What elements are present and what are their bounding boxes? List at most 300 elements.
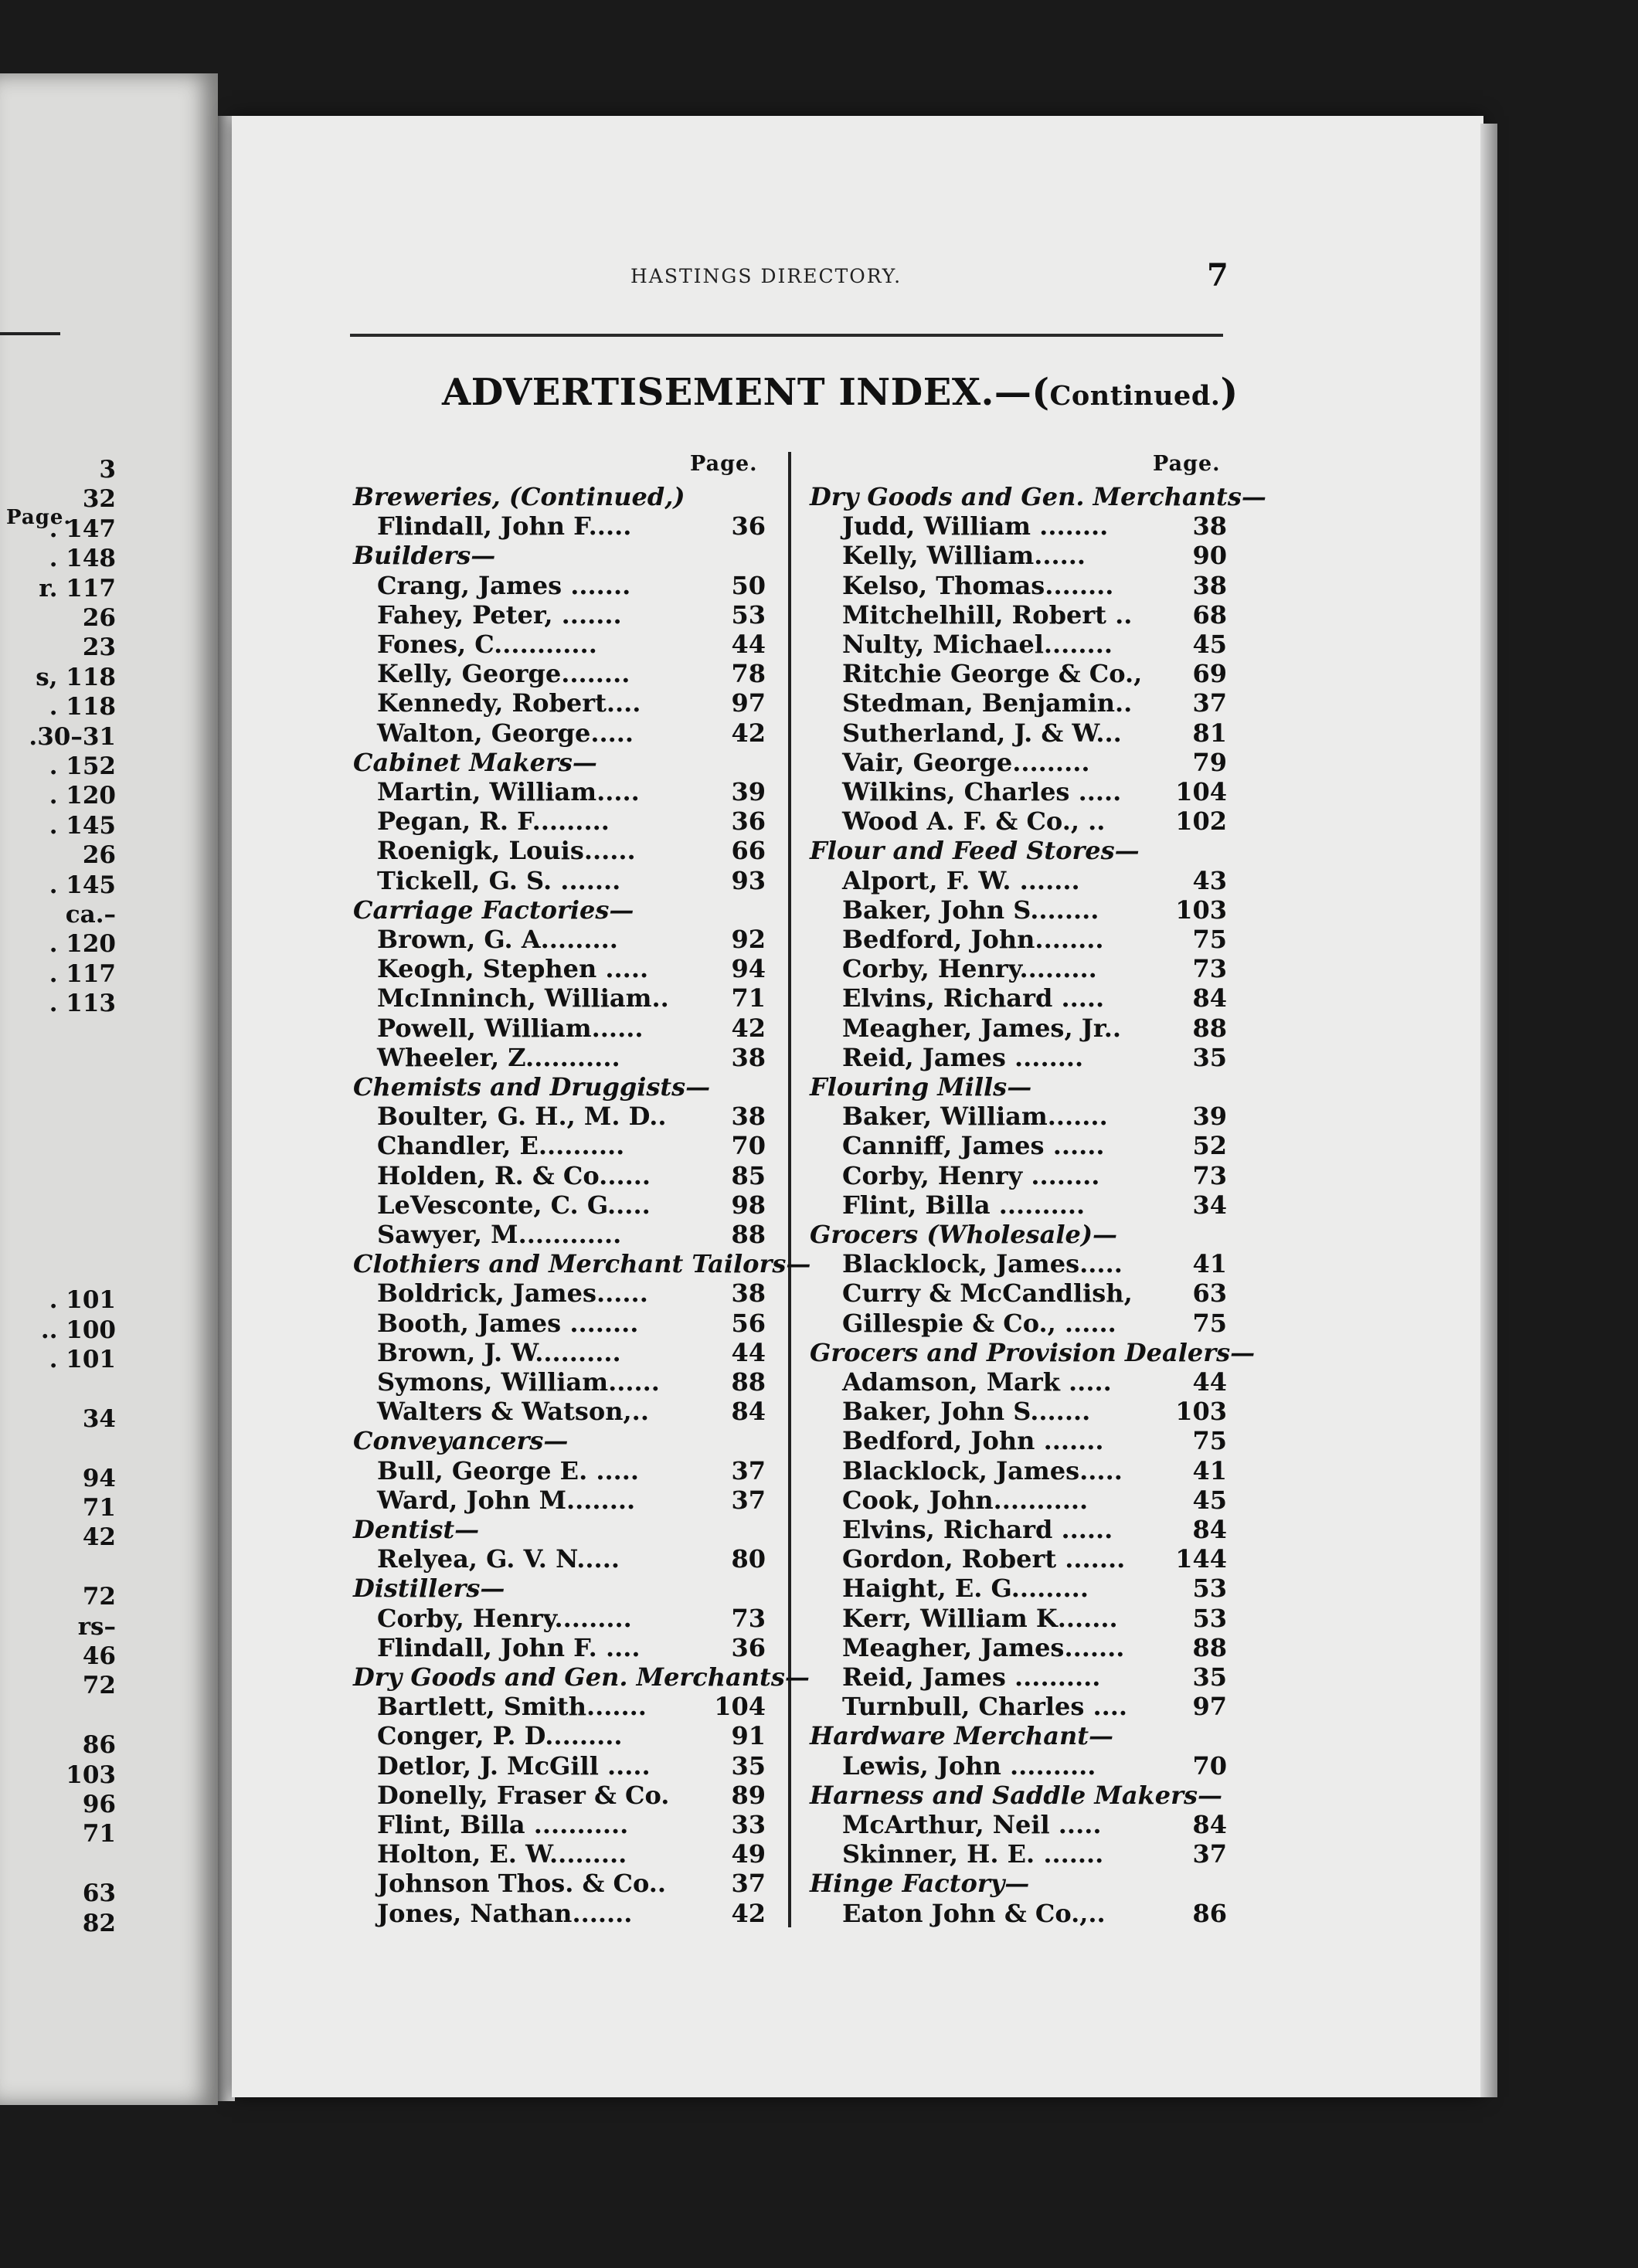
advertiser-name: Canniff, James ...... [842,1131,1105,1161]
page-ref: 73 [731,1603,766,1633]
advertiser-name: Chandler, E.......... [377,1131,625,1161]
page-ref: 42 [731,1898,766,1928]
page-ref: 85 [731,1160,766,1190]
right-entry [810,1337,1256,1367]
left-page-number: 63 [82,1879,116,1908]
page-ref: 90 [1192,541,1227,571]
left-entry [377,659,766,688]
right-entry [842,659,1227,688]
left-entry [377,1367,766,1397]
advertiser-name: McInninch, William.. [377,983,669,1013]
advertiser-name: Johnson Thos. & Co.. [377,1869,667,1899]
page-ref: 36 [731,1632,766,1662]
left-page-number: 71 [82,1820,116,1849]
advertiser-name: Elvins, Richard ...... [842,1515,1113,1544]
advertiser-name: Skinner, H. E. ....... [842,1839,1104,1869]
right-entry [842,1604,1227,1633]
advertiser-name: Fones, C............ [377,630,597,659]
left-page-number: 34 [82,1404,116,1433]
category-label: Distillers— [353,1574,505,1604]
advertiser-name: Eaton John & Co.,.. [842,1898,1106,1928]
left-entry [353,1574,766,1603]
right-entry [842,1839,1227,1869]
advertiser-name: Walton, George..... [377,718,634,748]
advertiser-name: Crang, James ....... [377,570,631,600]
right-entry [842,866,1227,895]
right-entry [842,777,1227,806]
page-ref: 36 [731,806,766,837]
advertiser-name: Judd, William ........ [842,511,1109,542]
left-page-number: . 148 [49,545,116,573]
left-page-number: 3 [99,456,116,484]
advertiser-name: Curry & McCandlish, [842,1278,1133,1309]
right-entry [842,1249,1227,1278]
page-ref: 93 [731,865,766,895]
advertiser-name: Holden, R. & Co...... [377,1160,651,1190]
right-entry [842,1161,1227,1190]
advertiser-name: Boulter, G. H., M. D.. [377,1102,667,1132]
page-ref: 70 [731,1131,766,1161]
page-ref: 97 [731,688,766,718]
advertiser-name: Tickell, G. S. ....... [377,865,621,895]
right-entry [810,1869,1227,1898]
right-entry [842,1692,1227,1721]
left-entry [377,1692,766,1721]
left-entry [377,1751,766,1781]
page-ref: 38 [1192,511,1227,542]
left-page-number: . 113 [49,990,116,1018]
advertiser-name: Meagher, James....... [842,1632,1125,1662]
right-entry [842,1309,1227,1338]
left-entry [377,630,766,659]
page-ref: 38 [1192,570,1227,600]
page-ref: 71 [731,983,766,1013]
category-label: Harness and Saddle Makers— [810,1780,1222,1810]
advertiser-name: Brown, J. W.......... [377,1337,621,1367]
right-entry [842,925,1227,954]
advertiser-name: Kerr, William K....... [842,1603,1118,1633]
left-entry [377,600,766,630]
advertiser-name: Wheeler, Z........... [377,1042,620,1072]
page-ref: 34 [1192,1190,1227,1220]
left-page-number: . 147 [49,514,116,543]
left-page-number: . 145 [49,811,116,840]
page-ref: 88 [1192,1013,1227,1043]
left-page-number: 94 [82,1464,116,1492]
left-page-number: . 145 [49,871,116,899]
advertiser-name: Gordon, Robert ....... [842,1544,1126,1574]
left-page-number: rs– [77,1612,116,1641]
right-entry [842,1426,1227,1455]
page-ref: 35 [1192,1042,1227,1072]
left-entry [377,1338,766,1367]
category-label: Clothiers and Merchant Tailors— [353,1249,811,1279]
page-ref: 91 [731,1721,766,1751]
advertiser-name: Fahey, Peter, ....... [377,599,622,630]
advertiser-name: Mitchelhill, Robert .. [842,599,1133,630]
category-label: Grocers (Wholesale)— [810,1220,1117,1249]
right-entry [810,1721,1227,1750]
left-page-number: . 101 [49,1286,116,1315]
page-ref: 56 [731,1308,766,1338]
advertiser-name: Baker, John S....... [842,1397,1091,1427]
category-label: Builders— [353,541,496,571]
left-page-number: .30–31 [29,722,116,751]
left-page-number: .. 100 [40,1316,116,1344]
left-entry [377,1899,766,1928]
left-page-number: 96 [82,1791,116,1818]
advertiser-name: Bedford, John ....... [842,1426,1104,1456]
page-ref: 37 [731,1455,766,1485]
left-entry [377,866,766,895]
category-label: Dry Goods and Gen. Merchants— [810,482,1266,511]
right-entry [842,630,1227,659]
left-page-number: 23 [82,633,116,662]
left-entry [377,1043,766,1072]
page-ref: 39 [731,777,766,806]
advertiser-name: Bull, George E. ..... [377,1455,640,1485]
page-ref: 33 [731,1810,766,1839]
page-ref: 70 [1192,1750,1227,1781]
right-entry [842,571,1227,600]
left-page-number: ca.– [65,901,116,929]
advertiser-name: Sutherland, J. & W... [842,718,1122,748]
category-label: Dentist— [353,1515,480,1544]
right-entry [842,600,1227,630]
page-ref: 53 [1192,1574,1227,1604]
left-entry [377,1781,766,1810]
advertiser-name: Boldrick, James...... [377,1278,648,1309]
advertiser-name: Baker, John S........ [842,895,1099,925]
title-close: ) [1220,371,1239,414]
right-entry [842,1043,1227,1072]
left-page-number: 42 [82,1523,116,1552]
left-entry [377,1485,766,1515]
right-entry [842,1397,1227,1426]
left-entry [377,1102,766,1131]
page-ref: 86 [1192,1898,1227,1928]
left-page-number: 72 [82,1583,116,1611]
page-ref: 37 [1192,1839,1227,1869]
right-entry [842,1899,1227,1928]
page-ref: 75 [1192,925,1227,954]
page-ref: 66 [731,836,766,866]
advertiser-name: Flint, Billa .......... [842,1190,1086,1220]
left-entry [353,895,766,925]
right-entry [810,1781,1227,1810]
page-ref: 78 [731,659,766,689]
advertiser-name: Bedford, John........ [842,925,1104,954]
advertiser-name: Kelly, William...... [842,541,1086,571]
advertiser-name: Reid, James ........ [842,1042,1084,1072]
left-page-number: 26 [82,841,116,870]
page-ref: 35 [1192,1662,1227,1692]
page-ref: 73 [1192,1160,1227,1190]
advertiser-name: McArthur, Neil ..... [842,1810,1102,1839]
page-ref: 37 [1192,688,1227,718]
right-entry [842,1190,1227,1220]
advertiser-name: Jones, Nathan....... [377,1898,633,1928]
page-ref: 42 [731,718,766,748]
advertiser-name: Elvins, Richard ..... [842,983,1105,1013]
left-entry [353,1662,810,1692]
page-ref: 45 [1192,630,1227,659]
page-ref: 92 [731,925,766,954]
page-ref: 104 [1175,777,1227,806]
advertiser-name: Walters & Watson,.. [377,1397,649,1427]
page-ref: 103 [1175,1397,1227,1427]
left-page-number: 26 [82,604,116,632]
page-ref: 44 [731,1337,766,1367]
right-entry [842,1485,1227,1515]
left-entry [377,1869,766,1898]
advertiser-name: Ward, John M........ [377,1485,636,1515]
page-ref: 84 [1192,983,1227,1013]
left-page-number: . 152 [49,752,116,780]
right-entry [842,895,1227,925]
left-page-number: r. 117 [39,574,116,603]
page-ref: 41 [1192,1455,1227,1485]
right-entry [810,1072,1227,1102]
left-page-number: 82 [82,1909,116,1937]
category-label: Dry Goods and Gen. Merchants— [353,1662,810,1692]
left-entry [377,1278,766,1308]
page-ref: 73 [1192,954,1227,984]
right-entry [842,983,1227,1013]
right-entry [810,1220,1227,1249]
page-ref: 44 [1192,1367,1227,1397]
advertiser-name: Bartlett, Smith....... [377,1692,647,1722]
advertiser-name: Wood A. F. & Co., .. [842,806,1106,837]
advertiser-name: Baker, William....... [842,1102,1108,1132]
advertiser-name: Wilkins, Charles ..... [842,777,1122,806]
left-entry [353,541,766,570]
advertiser-name: Cook, John........... [842,1485,1089,1515]
page-ref: 104 [714,1692,766,1722]
page-ref: 103 [1175,895,1227,925]
page-ref: 68 [1192,599,1227,630]
left-entry [353,1249,811,1279]
left-page-number: . 120 [49,782,116,810]
page-ref: 98 [731,1190,766,1220]
advertiser-name: Sawyer, M............ [377,1220,622,1249]
advertiser-name: Corby, Henry......... [842,954,1097,984]
left-entry [377,954,766,983]
category-label: Breweries, (Continued,) [353,482,685,511]
right-entry [842,1013,1227,1043]
page-ref: 45 [1192,1485,1227,1515]
left-entry [377,777,766,806]
page-ref: 84 [1192,1810,1227,1839]
left-page-number: . 101 [49,1346,116,1373]
right-entry [842,541,1227,570]
category-label: Carriage Factories— [353,895,634,925]
left-entry [353,1426,766,1455]
left-entry [377,1131,766,1160]
advertiser-name: Pegan, R. F......... [377,806,610,837]
page-ref: 102 [1175,806,1227,837]
left-entry [377,983,766,1013]
left-facing-page [0,73,218,2105]
page-ref: 97 [1192,1692,1227,1722]
advertiser-name: Turnbull, Charles .... [842,1692,1128,1722]
page-ref: 89 [731,1780,766,1810]
page-edge-shadow [1480,124,1497,2097]
advertiser-name: Kelso, Thomas........ [842,570,1114,600]
running-head: HASTINGS DIRECTORY. [630,265,902,287]
category-label: Hardware Merchant— [810,1721,1114,1751]
left-entry [377,1810,766,1839]
left-entry [377,925,766,954]
left-entry [353,1072,766,1102]
page-ref: 88 [1192,1632,1227,1662]
advertiser-name: Kennedy, Robert.... [377,688,641,718]
right-entry [842,748,1227,777]
advertiser-name: Gillespie & Co., ...... [842,1308,1116,1338]
advertiser-name: Flindall, John F..... [377,511,632,542]
page-ref: 44 [731,630,766,659]
advertiser-name: Powell, William...... [377,1013,644,1043]
column-divider [788,452,791,1927]
advertiser-name: Blacklock, James..... [842,1249,1123,1279]
left-entry [353,748,766,777]
left-page-number: 103 [66,1760,116,1789]
left-entry [377,806,766,836]
left-page-number: 32 [82,485,116,514]
left-entry [377,688,766,718]
advertiser-name: Martin, William..... [377,777,640,806]
advertiser-name: Meagher, James, Jr.. [842,1013,1122,1043]
page-ref: 63 [1192,1278,1227,1309]
page-ref: 80 [731,1544,766,1574]
page-ref: 37 [731,1869,766,1899]
advertiser-name: Nulty, Michael........ [842,630,1113,659]
advertiser-name: Relyea, G. V. N..... [377,1544,620,1574]
right-entry [842,1515,1227,1544]
advertiser-name: Conger, P. D......... [377,1721,623,1751]
page-ref: 41 [1192,1249,1227,1279]
left-page-number: s, 118 [36,663,116,691]
advertiser-name: Detlor, J. McGill ..... [377,1750,651,1781]
category-label: Chemists and Druggists— [353,1072,711,1102]
left-page-number: 86 [82,1731,116,1760]
advertiser-name: Corby, Henry......... [377,1603,632,1633]
left-entry [377,1013,766,1043]
left-entry [377,1633,766,1662]
page-ref: 53 [1192,1603,1227,1633]
page-ref: 144 [1175,1544,1227,1574]
left-page-rule [0,332,60,335]
right-entry [842,1456,1227,1485]
page-ref: 84 [731,1397,766,1427]
left-entry [377,718,766,748]
right-entry [842,1662,1227,1692]
page-ref: 37 [731,1485,766,1515]
left-entry [377,1544,766,1574]
advertiser-name: Corby, Henry ........ [842,1160,1100,1190]
page-ref: 50 [731,570,766,600]
right-entry [842,1367,1227,1397]
right-entry [842,1574,1227,1603]
header-rule [350,334,1223,337]
right-entry [842,954,1227,983]
left-page-number: 71 [82,1494,116,1522]
left-column-page-header: Page. [690,452,758,476]
advertiser-name: Flint, Billa ........... [377,1810,629,1839]
left-entry [353,482,766,511]
right-entry [842,1633,1227,1662]
left-entry [377,1604,766,1633]
advertiser-name: Holton, E. W......... [377,1839,627,1869]
advertiser-name: Symons, William...... [377,1367,660,1397]
right-entry [842,806,1227,836]
page-ref: 81 [1192,718,1227,748]
category-label: Conveyancers— [353,1426,569,1456]
page-ref: 53 [731,599,766,630]
right-entry [842,1751,1227,1781]
left-page-number: 46 [82,1642,116,1670]
page-ref: 75 [1192,1308,1227,1338]
left-page-number: 72 [82,1672,116,1700]
advertiser-name: Reid, James .......... [842,1662,1101,1692]
page-number: 7 [1207,257,1228,294]
right-entry [842,1278,1227,1308]
page-ref: 88 [731,1367,766,1397]
title-continued: Continued. [1049,380,1221,412]
advertiser-name: Blacklock, James..... [842,1455,1123,1485]
advertiser-name: Keogh, Stephen ..... [377,954,649,984]
page-ref: 38 [731,1042,766,1072]
page-ref: 75 [1192,1426,1227,1456]
left-entry [377,511,766,541]
advertiser-name: Ritchie George & Co., [842,659,1143,689]
left-page-number: . 120 [49,930,116,959]
page-ref: 88 [731,1220,766,1249]
left-page-number: . 118 [49,693,116,721]
page-ref: 38 [731,1102,766,1132]
advertiser-name: Alport, F. W. ....... [842,865,1080,895]
advertiser-name: Kelly, George........ [377,659,630,689]
category-label: Flouring Mills— [810,1072,1032,1102]
category-label: Hinge Factory— [810,1869,1030,1899]
left-entry [377,1839,766,1869]
right-entry [810,836,1227,865]
page-ref: 38 [731,1278,766,1309]
left-page-number: . 117 [49,959,116,988]
left-entry [377,1397,766,1426]
page-ref: 84 [1192,1515,1227,1544]
advertiser-name: Adamson, Mark ..... [842,1367,1112,1397]
left-entry [377,1456,766,1485]
advertiser-name: Donelly, Fraser & Co. [377,1780,670,1810]
page-ref: 35 [731,1750,766,1781]
left-entry [377,1190,766,1220]
right-entry [810,482,1266,511]
page-title [442,371,1239,414]
right-entry [842,688,1227,718]
page-ref: 36 [731,511,766,542]
category-label: Flour and Feed Stores— [810,836,1140,866]
advertiser-name: Lewis, John .......... [842,1750,1096,1781]
page-ref: 52 [1192,1131,1227,1161]
advertiser-name: LeVesconte, C. G..... [377,1190,651,1220]
category-label: Cabinet Makers— [353,747,597,777]
advertiser-name: Haight, E. G......... [842,1574,1089,1604]
right-entry [842,511,1227,541]
advertiser-name: Flindall, John F. .... [377,1632,641,1662]
left-entry [377,1721,766,1750]
title-main: ADVERTISEMENT INDEX.—( [442,371,1050,414]
